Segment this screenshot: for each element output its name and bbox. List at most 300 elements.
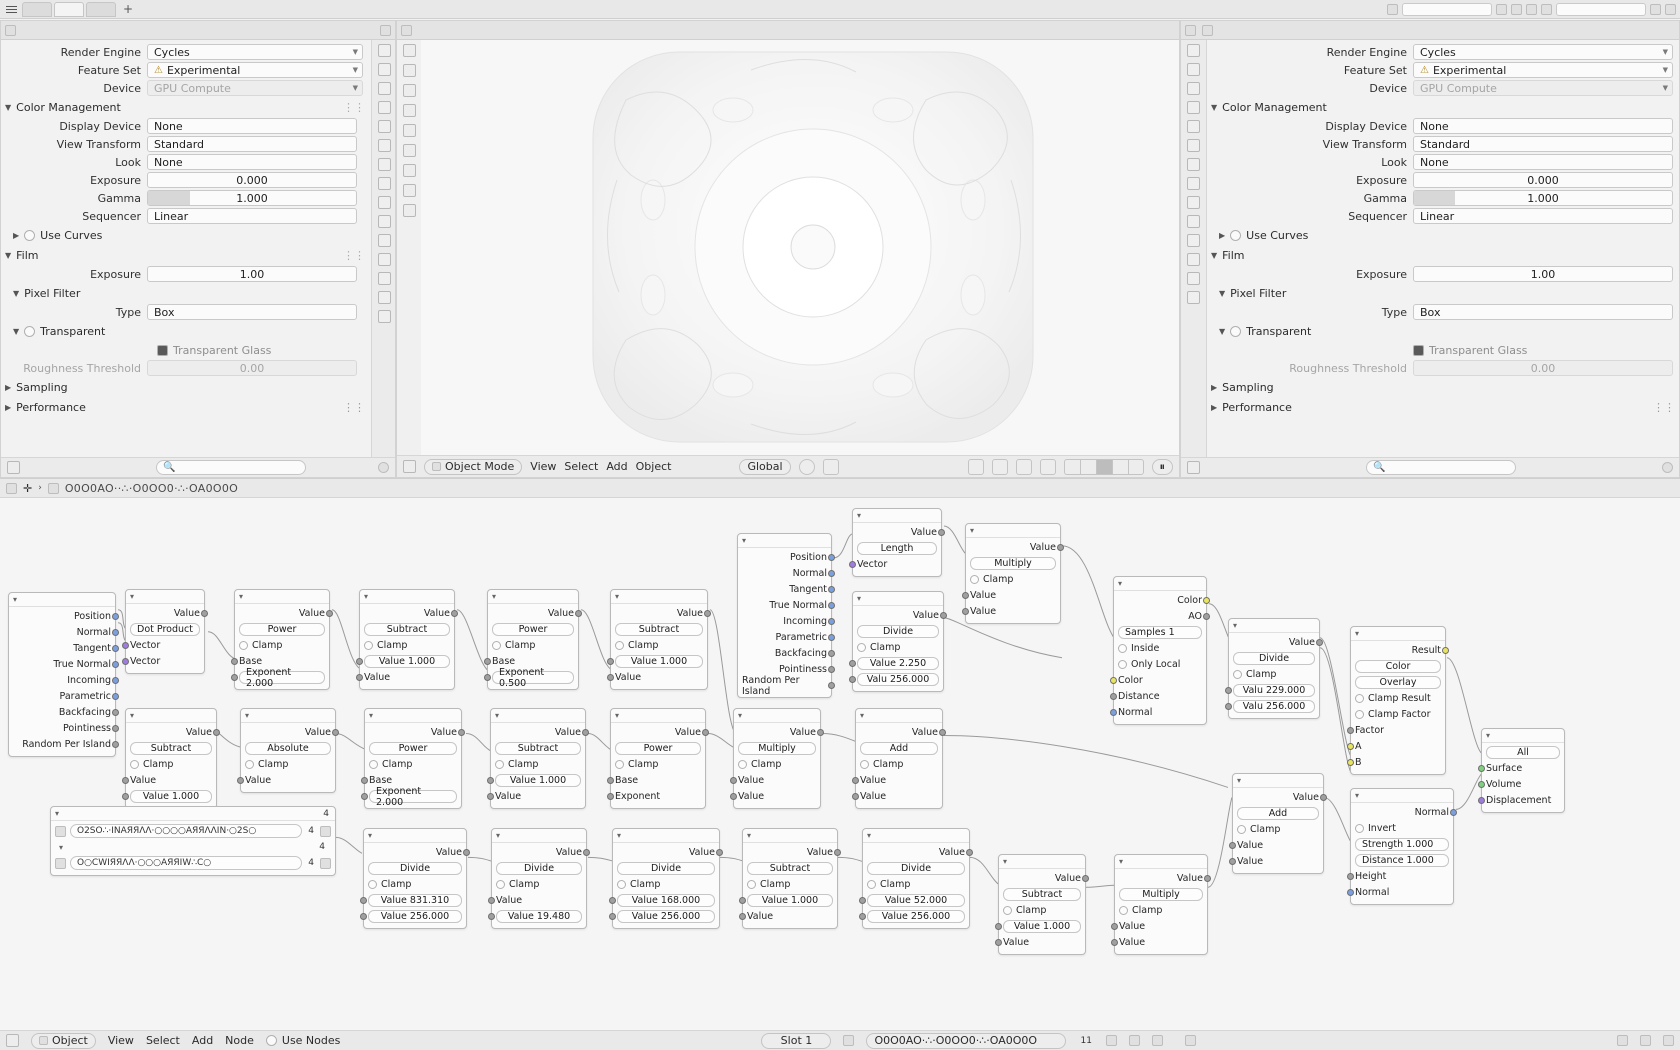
clamp-checkbox[interactable]: Clamp (617, 878, 715, 891)
collapse-icon[interactable]: ▾ (59, 842, 64, 852)
input-value-0[interactable]: Value 1.000 (364, 655, 450, 668)
output-true-normal[interactable]: True Normal (742, 599, 827, 612)
collapse-icon[interactable]: ▾ (1355, 629, 1360, 638)
node-image-group[interactable] (50, 806, 336, 876)
menu-add[interactable]: Add (606, 460, 628, 473)
output-ao[interactable]: AO (1118, 610, 1202, 623)
output-parametric[interactable]: Parametric (13, 690, 111, 703)
clamp-checkbox[interactable]: Clamp (495, 758, 581, 771)
visibility-icon[interactable] (968, 459, 984, 475)
node-header[interactable] (365, 709, 461, 723)
operation-dropdown[interactable]: Divide (617, 862, 715, 875)
material-name-field[interactable] (866, 1033, 1066, 1049)
roughness-threshold-slider[interactable] (1413, 360, 1673, 376)
tool-measure-icon[interactable] (403, 184, 416, 197)
tool-annotate-icon[interactable] (403, 164, 416, 177)
input-value-1[interactable]: Value (738, 790, 816, 803)
input-value-1[interactable]: Valu 256.000 (857, 673, 939, 686)
clamp-checkbox[interactable]: Clamp (1237, 823, 1319, 836)
node-mult2[interactable] (733, 708, 821, 809)
input-normal[interactable]: Normal (1118, 706, 1202, 719)
clamp-checkbox[interactable]: Clamp (492, 639, 574, 652)
input-value-0[interactable]: Base (369, 774, 457, 787)
delete-scene-icon[interactable] (1526, 4, 1537, 15)
collapse-icon[interactable]: ▾ (492, 592, 497, 601)
breadcrumb[interactable]: O0O0AO··∴·O0OO0·∴·OA0O0O (64, 481, 239, 495)
pin-icon[interactable] (380, 25, 391, 36)
shading-options[interactable] (1128, 459, 1144, 475)
output-result[interactable]: Result (1355, 644, 1441, 657)
input-value-1[interactable]: Value 1.000 (130, 790, 212, 803)
snapping-icon[interactable] (799, 459, 815, 475)
output-color[interactable]: Color (1118, 594, 1202, 607)
tab-render[interactable] (1187, 63, 1200, 76)
add-workspace-button[interactable]: + (123, 2, 134, 16)
collapse-icon[interactable]: ▾ (364, 592, 369, 601)
node-sub5[interactable] (742, 828, 838, 929)
render-engine-dropdown[interactable] (1413, 44, 1673, 60)
input-value-1[interactable]: Value 256.000 (867, 910, 965, 923)
image-row-b[interactable] (55, 856, 331, 870)
menu-add[interactable]: Add (191, 1034, 214, 1047)
tab-texture[interactable] (378, 310, 391, 323)
device-dropdown[interactable] (147, 80, 363, 96)
node-sub6[interactable] (998, 854, 1086, 955)
node-sub1[interactable] (359, 589, 455, 690)
input-factor[interactable]: Factor (1355, 724, 1441, 737)
node-header[interactable] (9, 593, 115, 607)
film-section[interactable] (1211, 247, 1675, 264)
node-ambient-occlusion[interactable] (1113, 576, 1207, 725)
node-header[interactable] (488, 590, 578, 604)
view-layer-field[interactable] (1556, 3, 1646, 16)
editor-type-icon[interactable] (401, 25, 412, 36)
clamp-checkbox[interactable]: Clamp (239, 639, 325, 652)
output-value[interactable]: Value (130, 607, 200, 620)
data-type-dropdown[interactable]: Color (1355, 660, 1441, 673)
render-engine-dropdown[interactable] (147, 44, 363, 60)
operation-dropdown[interactable]: Subtract (1003, 888, 1081, 901)
samples-field[interactable]: Samples 1 (1118, 626, 1202, 639)
collapse-icon[interactable]: ▾ (368, 831, 373, 840)
overlays-icon[interactable] (1640, 1035, 1651, 1046)
tab-data[interactable] (378, 272, 391, 285)
input-value-0[interactable]: Valu 229.000 (1233, 684, 1315, 697)
input-value-0[interactable]: Base (615, 774, 701, 787)
output-tangent[interactable]: Tangent (13, 642, 111, 655)
node-bump[interactable] (1350, 788, 1454, 905)
output-position[interactable]: Position (742, 551, 827, 564)
feature-set-dropdown[interactable] (147, 62, 363, 78)
collapse-icon[interactable]: ▾ (13, 595, 18, 604)
collapse-icon[interactable]: ▾ (369, 711, 374, 720)
exposure-slider[interactable] (1413, 172, 1673, 188)
collapse-icon[interactable]: ▾ (239, 592, 244, 601)
shield-icon[interactable] (1106, 1035, 1117, 1046)
tab-world[interactable] (378, 139, 391, 152)
pixel-filter-type-dropdown[interactable] (1413, 304, 1673, 320)
node-header[interactable] (738, 534, 831, 548)
operation-dropdown[interactable]: Subtract (364, 623, 450, 636)
transparent-glass-checkbox[interactable] (157, 345, 168, 356)
node-header[interactable] (611, 709, 705, 723)
collapse-icon[interactable]: ▾ (857, 511, 862, 520)
output-value[interactable]: Value (615, 726, 701, 739)
blend-mode-dropdown[interactable]: Overlay (1355, 676, 1441, 689)
output-backfacing[interactable]: Backfacing (13, 706, 111, 719)
input-value-0[interactable]: Value (496, 894, 582, 907)
clamp-checkbox[interactable]: Clamp (860, 758, 938, 771)
tab-tool[interactable] (1187, 44, 1200, 57)
output-value[interactable]: Value (970, 541, 1056, 554)
workspace-tab-1[interactable] (22, 2, 52, 17)
operation-dropdown[interactable]: Divide (857, 625, 939, 638)
feature-set-dropdown[interactable] (1413, 62, 1673, 78)
input-value-1[interactable]: Value 256.000 (368, 910, 462, 923)
pixel-filter-section[interactable] (13, 285, 365, 302)
tab-material[interactable] (1187, 291, 1200, 304)
transparent-checkbox[interactable] (1230, 326, 1241, 337)
operation-dropdown[interactable]: Power (615, 742, 701, 755)
inside-checkbox[interactable]: Inside (1118, 642, 1202, 655)
shading-material[interactable] (1096, 459, 1112, 475)
output-value[interactable]: Value (860, 726, 938, 739)
menu-node[interactable]: Node (225, 1034, 254, 1047)
collapse-icon[interactable]: ▾ (617, 831, 622, 840)
node-sub4[interactable] (490, 708, 586, 809)
shading-mode-segment[interactable] (1064, 459, 1144, 475)
input-value-0[interactable]: Value 831.310 (368, 894, 462, 907)
color-management-section[interactable] (1211, 99, 1675, 116)
overlays-icon[interactable] (1016, 459, 1032, 475)
search-input[interactable] (156, 460, 306, 475)
clamp-checkbox[interactable]: Clamp (867, 878, 965, 891)
scene-name-field[interactable] (1402, 3, 1492, 16)
copy-icon[interactable] (1129, 1035, 1140, 1046)
look-dropdown[interactable] (1413, 154, 1673, 170)
output-value[interactable]: Value (496, 846, 582, 859)
tool-scale-icon[interactable] (403, 124, 416, 137)
browse-scene-icon[interactable] (1202, 25, 1213, 36)
node-vector-math-dot[interactable] (125, 589, 205, 674)
view-transform-dropdown[interactable] (147, 136, 357, 152)
shading-wireframe[interactable] (1064, 459, 1080, 475)
editor-type-icon[interactable] (6, 483, 17, 494)
input-value-0[interactable]: Base (492, 655, 574, 668)
input-value-0[interactable]: Base (239, 655, 325, 668)
shading-solid[interactable] (1080, 459, 1096, 475)
output-value[interactable]: Value (364, 607, 450, 620)
node-power1[interactable] (234, 589, 330, 690)
operation-dropdown[interactable]: Power (492, 623, 574, 636)
tab-constraints[interactable] (1187, 253, 1200, 266)
editor-type-icon[interactable] (1187, 461, 1200, 474)
input-value-0[interactable]: Value (1119, 920, 1203, 933)
output-pointiness[interactable]: Pointiness (13, 722, 111, 735)
menu-icon[interactable] (0, 6, 22, 13)
output-value[interactable]: Value (492, 607, 574, 620)
tab-scene[interactable] (378, 120, 391, 133)
operation-dropdown[interactable]: Divide (368, 862, 462, 875)
menu-select[interactable]: Select (145, 1034, 180, 1047)
viewport-canvas[interactable] (421, 40, 1179, 455)
tab-particles[interactable] (378, 215, 391, 228)
film-section[interactable] (5, 247, 365, 264)
node-header[interactable] (492, 829, 586, 843)
tab-collection[interactable] (378, 158, 391, 171)
collapse-icon[interactable]: ▾ (1003, 857, 1008, 866)
collapse-icon[interactable]: ▾ (245, 711, 250, 720)
collapse-icon[interactable]: ▾ (747, 831, 752, 840)
node-material-output[interactable] (1481, 728, 1565, 813)
collapse-icon[interactable]: ▾ (970, 526, 975, 535)
node-header[interactable] (241, 709, 335, 723)
input-vector[interactable]: Vector (857, 558, 937, 571)
use-curves-checkbox[interactable] (24, 230, 35, 241)
tab-render[interactable] (378, 63, 391, 76)
node-add2[interactable] (1232, 773, 1324, 874)
collapse-icon[interactable]: ▾ (1233, 621, 1238, 630)
tool-rotate-icon[interactable] (403, 104, 416, 117)
output-value[interactable]: Value (369, 726, 457, 739)
operation-dropdown[interactable]: Add (1237, 807, 1319, 820)
sequencer-dropdown[interactable] (1413, 208, 1673, 224)
proportional-editing-icon[interactable] (823, 459, 839, 475)
tool-transform-icon[interactable] (403, 144, 416, 157)
tool-select-icon[interactable] (403, 44, 416, 57)
output-normal[interactable]: Normal (13, 626, 111, 639)
node-header[interactable] (999, 855, 1085, 869)
tool-cursor-icon[interactable] (403, 64, 416, 77)
output-normal[interactable]: Normal (742, 567, 827, 580)
operation-dropdown[interactable]: Subtract (615, 623, 703, 636)
menu-view[interactable]: View (530, 460, 557, 473)
tool-add-cube-icon[interactable] (403, 204, 416, 217)
node-header[interactable] (1482, 729, 1564, 743)
options-icon[interactable] (378, 462, 389, 473)
collapse-icon[interactable]: ▾ (495, 711, 500, 720)
node-header[interactable] (126, 590, 204, 604)
editor-type-icon[interactable] (7, 461, 20, 474)
input-value-0[interactable]: Value (738, 774, 816, 787)
operation-dropdown[interactable]: Multiply (1119, 888, 1203, 901)
transparent-section[interactable] (13, 323, 365, 340)
target-dropdown[interactable]: All (1486, 746, 1560, 759)
node-geometry-2[interactable] (737, 533, 832, 698)
input-value-0[interactable]: Value (130, 774, 212, 787)
performance-section[interactable] (1211, 399, 1675, 416)
input-value-1[interactable]: Value (1003, 936, 1081, 949)
node-div3[interactable] (363, 828, 467, 929)
exposure-slider[interactable] (147, 172, 357, 188)
chevron-down-icon[interactable] (847, 459, 863, 475)
node-header[interactable] (1351, 789, 1453, 803)
clamp-checkbox[interactable]: Clamp (245, 758, 331, 771)
film-exposure-slider[interactable] (1413, 266, 1673, 282)
node-header[interactable] (360, 590, 454, 604)
input-value-0[interactable]: Value 168.000 (617, 894, 715, 907)
editor-type-icon[interactable] (403, 460, 416, 473)
clamp-checkbox[interactable]: Clamp (130, 758, 212, 771)
sampling-section[interactable] (1211, 379, 1675, 396)
node-header[interactable] (364, 829, 466, 843)
node-sub2[interactable] (610, 589, 708, 690)
editor-type-icon[interactable] (1185, 25, 1196, 36)
output-pointiness[interactable]: Pointiness (742, 663, 827, 676)
node-header[interactable] (1229, 619, 1319, 633)
operation-dropdown[interactable]: Divide (1233, 652, 1315, 665)
node-header[interactable] (966, 524, 1060, 538)
input-value-0[interactable]: Value (245, 774, 331, 787)
node-power4[interactable] (610, 708, 706, 809)
operation-dropdown[interactable]: Divide (867, 862, 965, 875)
node-abs1[interactable] (240, 708, 336, 793)
tab-modifiers[interactable] (1187, 196, 1200, 209)
tab-physics[interactable] (378, 234, 391, 247)
options-icon[interactable] (1662, 462, 1673, 473)
node-mix-rgb[interactable] (1350, 626, 1446, 775)
gizmo-icon[interactable] (992, 459, 1008, 475)
node-header[interactable] (126, 709, 216, 723)
node-header[interactable] (1115, 855, 1207, 869)
image-name-b[interactable]: O○CWIЯЯΛΛ·○○○AЯЯIW∴C○ (70, 856, 302, 870)
transparent-section[interactable] (1219, 323, 1675, 340)
orientation-dropdown[interactable] (739, 459, 790, 475)
output-random-per-island[interactable]: Random Per Island (742, 679, 827, 692)
gamma-slider[interactable] (1413, 190, 1673, 206)
tab-world[interactable] (1187, 139, 1200, 152)
input-displacement[interactable]: Displacement (1486, 794, 1560, 807)
image-icon[interactable] (55, 826, 66, 837)
input-height[interactable]: Height (1355, 870, 1449, 883)
clamp-checkbox[interactable]: Clamp (1119, 904, 1203, 917)
clamp-checkbox[interactable]: Clamp (496, 878, 582, 891)
strength-field[interactable]: Strength 1.000 (1355, 838, 1449, 851)
collapse-icon[interactable]: ▾ (738, 711, 743, 720)
clamp-checkbox[interactable]: Clamp (369, 758, 457, 771)
tab-scene[interactable] (1187, 120, 1200, 133)
output-value[interactable]: Value (239, 607, 325, 620)
node-canvas[interactable] (0, 498, 1680, 1030)
display-device-dropdown[interactable] (147, 118, 357, 134)
input-a[interactable]: A (1355, 740, 1441, 753)
clamp-checkbox[interactable]: Clamp (1233, 668, 1315, 681)
display-device-dropdown[interactable] (1413, 118, 1673, 134)
menu-select[interactable]: Select (564, 460, 599, 473)
invert-checkbox[interactable]: Invert (1355, 822, 1449, 835)
clamp-checkbox[interactable]: Clamp (615, 639, 703, 652)
node-header[interactable] (853, 592, 943, 606)
clamp-checkbox[interactable]: Clamp (364, 639, 450, 652)
view-layer-icon[interactable] (1541, 4, 1552, 15)
collapse-icon[interactable]: ▾ (1355, 791, 1360, 800)
menu-view[interactable]: View (107, 1034, 134, 1047)
output-value[interactable]: Value (857, 526, 937, 539)
operation-dropdown[interactable]: Subtract (495, 742, 581, 755)
node-vector-math-length[interactable] (852, 508, 942, 577)
menu-object[interactable]: Object (635, 460, 672, 473)
pin-icon[interactable] (1185, 1035, 1196, 1046)
tab-output[interactable] (378, 82, 391, 95)
output-incoming[interactable]: Incoming (13, 674, 111, 687)
image-row-a[interactable] (55, 824, 331, 838)
device-dropdown[interactable] (1413, 80, 1673, 96)
input-value-1[interactable]: Valu 256.000 (1233, 700, 1315, 713)
clamp-checkbox[interactable]: Clamp (368, 878, 462, 891)
pixel-filter-type-dropdown[interactable] (147, 304, 357, 320)
input-value-1[interactable]: Value (1237, 855, 1319, 868)
film-exposure-slider[interactable] (147, 266, 357, 282)
output-value[interactable]: Value (1119, 872, 1203, 885)
tab-collection[interactable] (1187, 158, 1200, 171)
input-surface[interactable]: Surface (1486, 762, 1560, 775)
operation-dropdown[interactable]: Power (239, 623, 325, 636)
output-parametric[interactable]: Parametric (742, 631, 827, 644)
output-normal[interactable]: Normal (1355, 806, 1449, 819)
input-vector-1[interactable]: Vector (130, 639, 200, 652)
image-icon[interactable] (55, 858, 66, 869)
node-mult1[interactable] (965, 523, 1061, 624)
input-color[interactable]: Color (1118, 674, 1202, 687)
input-value-0[interactable]: Value (860, 774, 938, 787)
operation-dropdown[interactable]: Dot Product (130, 623, 200, 636)
workspace-tab-3[interactable] (86, 2, 116, 17)
node-header[interactable] (743, 829, 837, 843)
output-true-normal[interactable]: True Normal (13, 658, 111, 671)
output-tangent[interactable]: Tangent (742, 583, 827, 596)
collapse-icon[interactable]: ▾ (130, 711, 135, 720)
node-add1[interactable] (855, 708, 943, 809)
scene-icon[interactable] (1387, 4, 1398, 15)
operation-dropdown[interactable]: Divide (496, 862, 582, 875)
shader-type-dropdown[interactable] (31, 1033, 96, 1049)
performance-section[interactable] (5, 399, 365, 416)
tab-tool[interactable] (378, 44, 391, 57)
distance-field[interactable]: Distance 1.000 (1355, 854, 1449, 867)
input-volume[interactable]: Volume (1486, 778, 1560, 791)
transparent-glass-checkbox[interactable] (1413, 345, 1424, 356)
operation-dropdown[interactable]: Add (860, 742, 938, 755)
collapse-icon[interactable]: ▾ (860, 711, 865, 720)
tab-view-layer[interactable] (1187, 101, 1200, 114)
node-power3[interactable] (364, 708, 462, 809)
node-header[interactable] (863, 829, 969, 843)
shield-icon[interactable] (320, 858, 331, 869)
node-power2[interactable] (487, 589, 579, 690)
node-header[interactable] (51, 807, 335, 821)
input-value-0[interactable]: Value 1.000 (615, 655, 703, 668)
collapse-icon[interactable]: ▾ (1119, 857, 1124, 866)
tool-move-icon[interactable] (403, 84, 416, 97)
operation-dropdown[interactable]: Length (857, 542, 937, 555)
input-value-1[interactable]: Value (495, 790, 581, 803)
use-nodes-toggle[interactable] (266, 1033, 341, 1049)
operation-dropdown[interactable]: Multiply (970, 557, 1056, 570)
input-value-0[interactable]: Value (970, 589, 1056, 602)
input-value-0[interactable]: Value 2.250 (857, 657, 939, 670)
operation-dropdown[interactable]: Absolute (245, 742, 331, 755)
tab-material[interactable] (378, 291, 391, 304)
remove-view-layer-icon[interactable] (1665, 4, 1676, 15)
collapse-icon[interactable]: ▾ (496, 831, 501, 840)
output-value[interactable]: Value (617, 846, 715, 859)
new-view-layer-icon[interactable] (1650, 4, 1661, 15)
output-value[interactable]: Value (857, 609, 939, 622)
node-mult3[interactable] (1114, 854, 1208, 955)
output-incoming[interactable]: Incoming (742, 615, 827, 628)
output-value[interactable]: Value (1003, 872, 1081, 885)
sequencer-dropdown[interactable] (147, 208, 357, 224)
